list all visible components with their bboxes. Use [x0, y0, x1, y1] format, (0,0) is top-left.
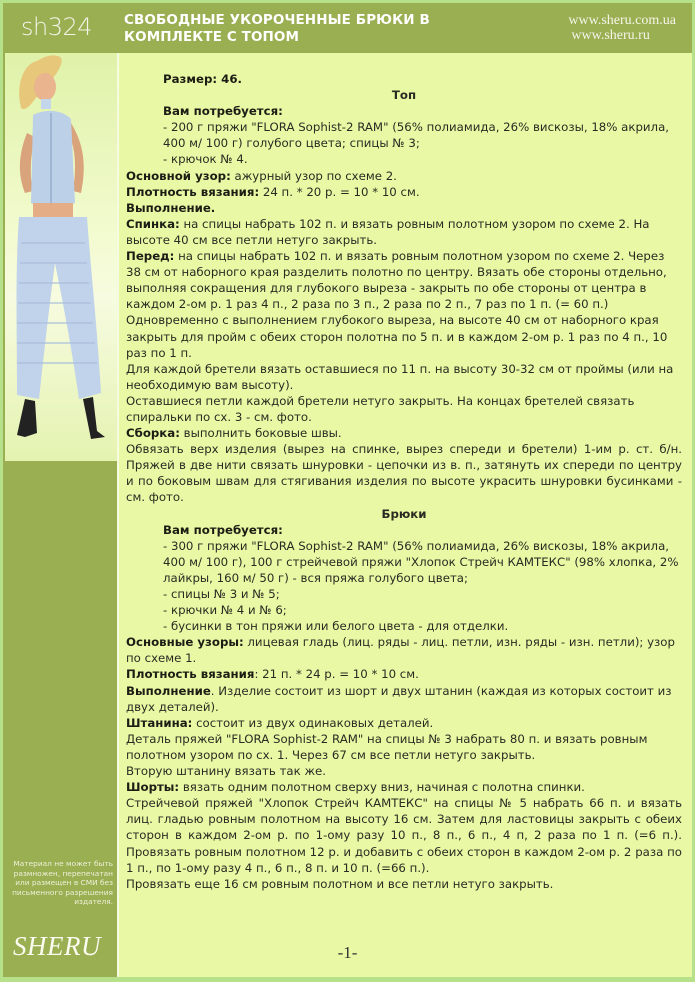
page-number: -1- — [337, 943, 358, 962]
materials-item: - 300 г пряжи "FLORA Sophist-2 RAM" (56% полиамида, 26% вискозы, 18% акрила, 400 м/ 100 г), 100 г стрейчевой пряжи "Хлопок Стрейч КАМТЕКС" (98% хлопка, 2% лайкры, 160 м/ 50 г) - вся пряжа голубого цвета; — [163, 538, 679, 585]
header-bar — [3, 3, 692, 53]
title-line-2: КОМПЛЕКТЕ С ТОПОМ — [124, 29, 300, 45]
paragraph: Оставшиеся петли каждой бретели нетуго закрыть. На концах бретелей связать спиральки по сх. 3 - см. фото. — [126, 393, 635, 424]
paragraph: Стрейчевой пряжей "Хлопок Стрейч КАМТЕКС" на спицы № 5 набрать 66 п. и вязать лиц. гладью ровным полотном на высоту 16 см. Затем для ластовицы закрыть с обеих сторон в каждом 2-ом р. по 1-ому разу 10 п., 8 п., 6 п., 4 п, 2 раза по 1 п. (=6 п.). Провязать ровным полотном 12 р. и добавить с обеих сторон в каждом 2-ом р. 2 раза по 1 п., по 1-ому разу 4 п., 6 п., 8 п. и 10 п. (=66 п.). — [126, 796, 682, 875]
website-links — [568, 13, 676, 43]
paragraph: Одновременно с выполнением глубокого выреза, на высоте 40 см от наборного края закрыть для пройм с обеих сторон полотна по 5 п. и в каждом 2-ом р. 1 раз по 4 п., 10 раз по 1 п. — [126, 313, 668, 360]
materials-label: Вам потребуется: — [163, 104, 283, 119]
materials-item: - крючки № 4 и № 6; — [163, 603, 287, 618]
paragraph: Провязать еще 16 см ровным полотном и все петли нетуго закрыть. — [126, 876, 554, 891]
assembly: Сборка: выполнить боковые швы. — [126, 426, 342, 441]
gauge: Плотность вязания: 21 п. * 24 р. = 10 * 10 см. — [126, 667, 419, 682]
sheru-logo: SHERU — [13, 931, 101, 961]
sidebar-divider — [117, 53, 119, 977]
materials-item: - бусинки в тон пряжи или белого цвета - для отделки. — [163, 619, 509, 634]
paragraph: Для каждой бретели вязать оставшиеся по 11 п. на высоту 30-32 см от проймы (или на необходимую вам высоту). — [126, 361, 674, 392]
materials-item: - крючок № 4. — [163, 152, 248, 167]
section-heading-top: Топ — [391, 88, 417, 103]
sidebar — [3, 53, 117, 977]
shorts-instructions: Шорты: вязать одним полотном сверху вниз, начиная с полотна спинки. — [126, 780, 585, 795]
back-instructions: Спинка: на спицы набрать 102 п. и вязать ровным полотном узором по схеме 2. На высоте 40 см все петли нетуго закрыть. — [126, 216, 650, 247]
gauge: Плотность вязания: 24 п. * 20 р. = 10 * 10 см. — [126, 184, 420, 199]
page-title — [124, 12, 430, 46]
pattern-code: sh324 — [21, 13, 93, 41]
execution: Выполнение. Изделие состоит из шорт и двух штанин (каждая из которых состоит из двух деталей). — [126, 683, 672, 714]
paragraph: Деталь пряжей "FLORA Sophist-2 RAM" на спицы № 3 набрать 80 п. и вязать ровным полотном узором по сх. 1. Через 67 см все петли нетуго закрыть. — [126, 731, 648, 762]
main-pattern: Основной узор: ажурный узор по схеме 2. — [126, 168, 397, 183]
instructions — [126, 71, 682, 892]
paragraph: Вторую штанину вязать так же. — [126, 764, 326, 779]
materials-item: - спицы № 3 и № 5; — [163, 587, 280, 601]
main-patterns: Основные узоры: лицевая гладь (лиц. ряды - лиц. петли, изн. ряды - изн. петли); узор по схеме 1. — [126, 635, 675, 666]
section-heading-pants: Брюки — [381, 506, 427, 521]
copyright-notice: Материал не может быть размножен, перепечатан или размещен в СМИ без письменного разрешения издателя. — [12, 859, 113, 907]
materials-item: - 200 г пряжи "FLORA Sophist-2 RAM" (56% полиамида, 26% вискозы, 18% акрила, 400 м/ 100 г) голубого цвета; спицы № 3; — [163, 120, 670, 151]
model-illustration — [5, 53, 117, 461]
leg-instructions: Штанина: состоит из двух одинаковых деталей. — [126, 715, 434, 730]
size-line: Размер: 46. — [163, 72, 242, 86]
model-photo — [5, 53, 117, 461]
url-ru[interactable]: www.sheru.ru — [571, 28, 650, 43]
page — [3, 3, 692, 977]
paragraph: Обвязать верх изделия (вырез на спинке, вырез спереди и бретели) 1-им р. ст. б/н. Пряжей в две нити связать шнуровки - цепочки из в. п., затянуть их спереди по центру и по боковым швам для стягивания изделия по высоте украсить шнуровки бусинками - см. фото. — [126, 442, 682, 505]
front-instructions: Перед: на спицы набрать 102 п. и вязать ровным полотном узором по схеме 2. Через 38 см от наборного края разделить полотно по центру. Вязать обе стороны отдельно, выполняя сокращения для глубокого выреза - закрыть по обе стороны от центра в каждом 2-ом р. 1 раз 4 п., 2 раза по 3 п., 2 раза по 2 п., 7 раз по 1 п. (= 60 п.) — [126, 249, 667, 312]
url-com-ua[interactable]: www.sheru.com.ua — [568, 13, 676, 28]
execution-heading: Выполнение. — [126, 200, 216, 215]
title-line-1: СВОБОДНЫЕ УКОРОЧЕННЫЕ БРЮКИ В — [124, 12, 430, 28]
materials-label: Вам потребуется: — [163, 522, 283, 537]
